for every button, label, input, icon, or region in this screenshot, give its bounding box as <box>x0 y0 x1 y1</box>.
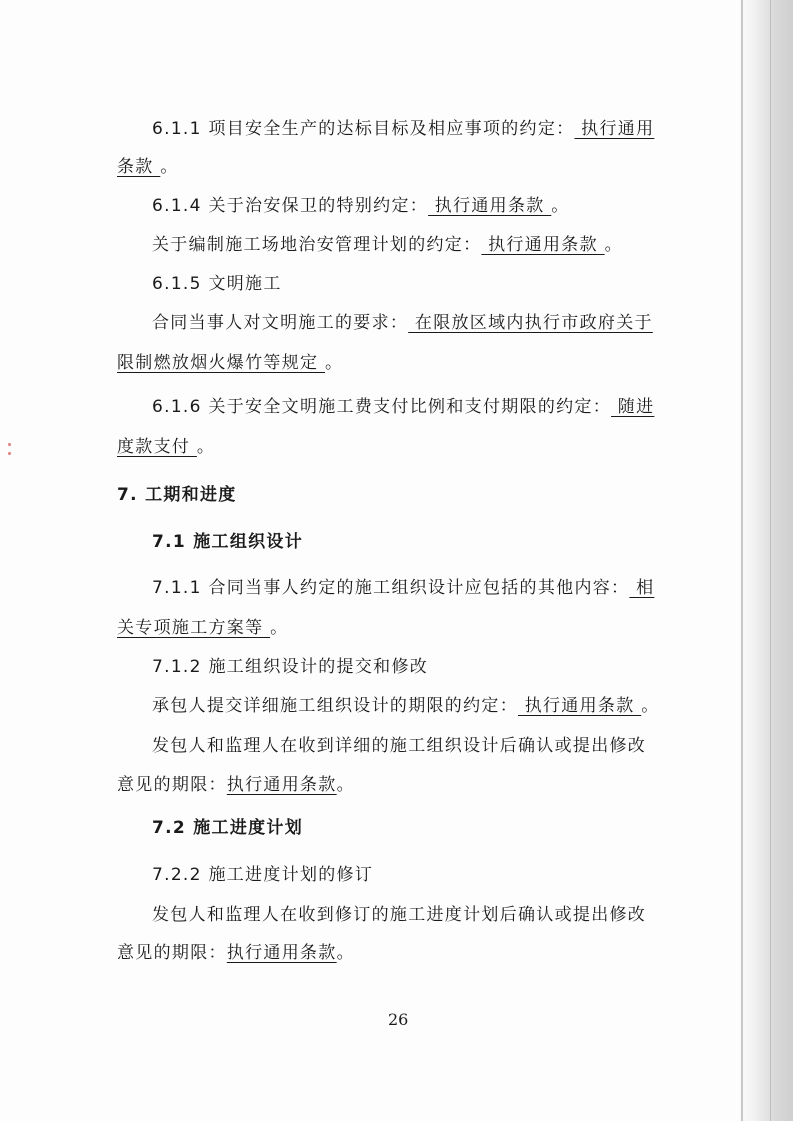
clause-suffix: 。 <box>604 235 623 255</box>
page-edge-line-outer <box>770 0 771 1121</box>
clause-6-1-4 <box>152 195 570 217</box>
clause-7-1-2-confirm-line1: 发包人和监理人在收到详细的施工组织设计后确认或提出修改 <box>152 736 647 756</box>
clause-value: 执行通用条款 <box>481 235 605 255</box>
clause-7-1-1-line2 <box>117 617 288 639</box>
clause-value: 关专项施工方案等 <box>117 618 271 638</box>
clause-6-1-1-line1 <box>152 118 654 140</box>
clause-6-1-1-line2 <box>117 156 179 178</box>
clause-suffix: 。 <box>551 196 570 216</box>
clause-suffix: 。 <box>196 437 216 457</box>
clause-suffix: 。 <box>325 353 344 373</box>
clause-value: 执行通用条款 <box>428 196 552 216</box>
clause-civilized-line1 <box>152 312 653 334</box>
clause-7-2-2-confirm-line2 <box>117 942 355 964</box>
clause-7-1-2-submit <box>152 695 660 717</box>
clause-7-1-2-confirm-line2 <box>117 774 355 796</box>
scan-mark <box>8 443 11 446</box>
clause-6-1-6-line1 <box>152 396 654 418</box>
clause-civilized-line2 <box>117 352 343 374</box>
clause-value: 执行通用条款 <box>226 943 337 963</box>
clause-7-2-2-confirm-line1: 发包人和监理人在收到修订的施工进度计划后确认或提出修改 <box>152 905 647 925</box>
scan-mark <box>8 452 11 455</box>
clause-value: 执行通用 <box>574 119 655 139</box>
clause-text: 6.1.1 项目安全生产的达标目标及相应事项的约定： <box>152 119 575 139</box>
page-number: 26 <box>388 1010 409 1029</box>
clause-value: 在限放区域内执行市政府关于 <box>408 313 653 333</box>
clause-7-1-2-title: 7.1.2 施工组织设计的提交和修改 <box>152 657 429 677</box>
page-edge-line <box>741 0 743 1121</box>
clause-value: 条款 <box>117 157 161 177</box>
clause-7-2-2-title: 7.2.2 施工进度计划的修订 <box>152 865 374 885</box>
clause-6-1-5-title: 6.1.5 文明施工 <box>152 274 282 294</box>
clause-value: 相 <box>629 578 655 598</box>
clause-suffix: 。 <box>336 943 355 963</box>
clause-value: 随进 <box>611 397 655 417</box>
clause-suffix: 。 <box>641 696 660 716</box>
section-7-heading: 7. 工期和进度 <box>117 485 237 505</box>
clause-value: 度款支付 <box>117 437 197 457</box>
clause-7-1-1-line1 <box>152 577 654 599</box>
clause-text: 6.1.4 关于治安保卫的特别约定： <box>152 196 429 216</box>
section-7-1-heading: 7.1 施工组织设计 <box>152 532 304 552</box>
clause-security-plan <box>152 234 623 256</box>
clause-text: 关于编制施工场地治安管理计划的约定： <box>152 235 482 255</box>
clause-text: 7.1.1 合同当事人约定的施工组织设计应包括的其他内容： <box>152 578 630 598</box>
clause-value: 执行通用条款 <box>518 696 642 716</box>
clause-value: 执行通用条款 <box>226 775 337 795</box>
clause-6-1-6-line2 <box>117 436 215 458</box>
clause-text: 意见的期限： <box>117 943 227 963</box>
clause-text: 承包人提交详细施工组织设计的期限的约定： <box>152 696 518 716</box>
section-7-2-heading: 7.2 施工进度计划 <box>152 818 304 838</box>
clause-value: 限制燃放烟火爆竹等规定 <box>117 353 326 373</box>
clause-suffix: 。 <box>336 775 355 795</box>
clause-suffix: 。 <box>270 618 289 638</box>
clause-text: 合同当事人对文明施工的要求： <box>152 313 409 333</box>
clause-text: 6.1.6 关于安全文明施工费支付比例和支付期限的约定： <box>152 397 612 417</box>
clause-suffix: 。 <box>160 157 179 177</box>
page-edge-shadow <box>735 0 793 1121</box>
clause-text: 意见的期限： <box>117 775 227 795</box>
